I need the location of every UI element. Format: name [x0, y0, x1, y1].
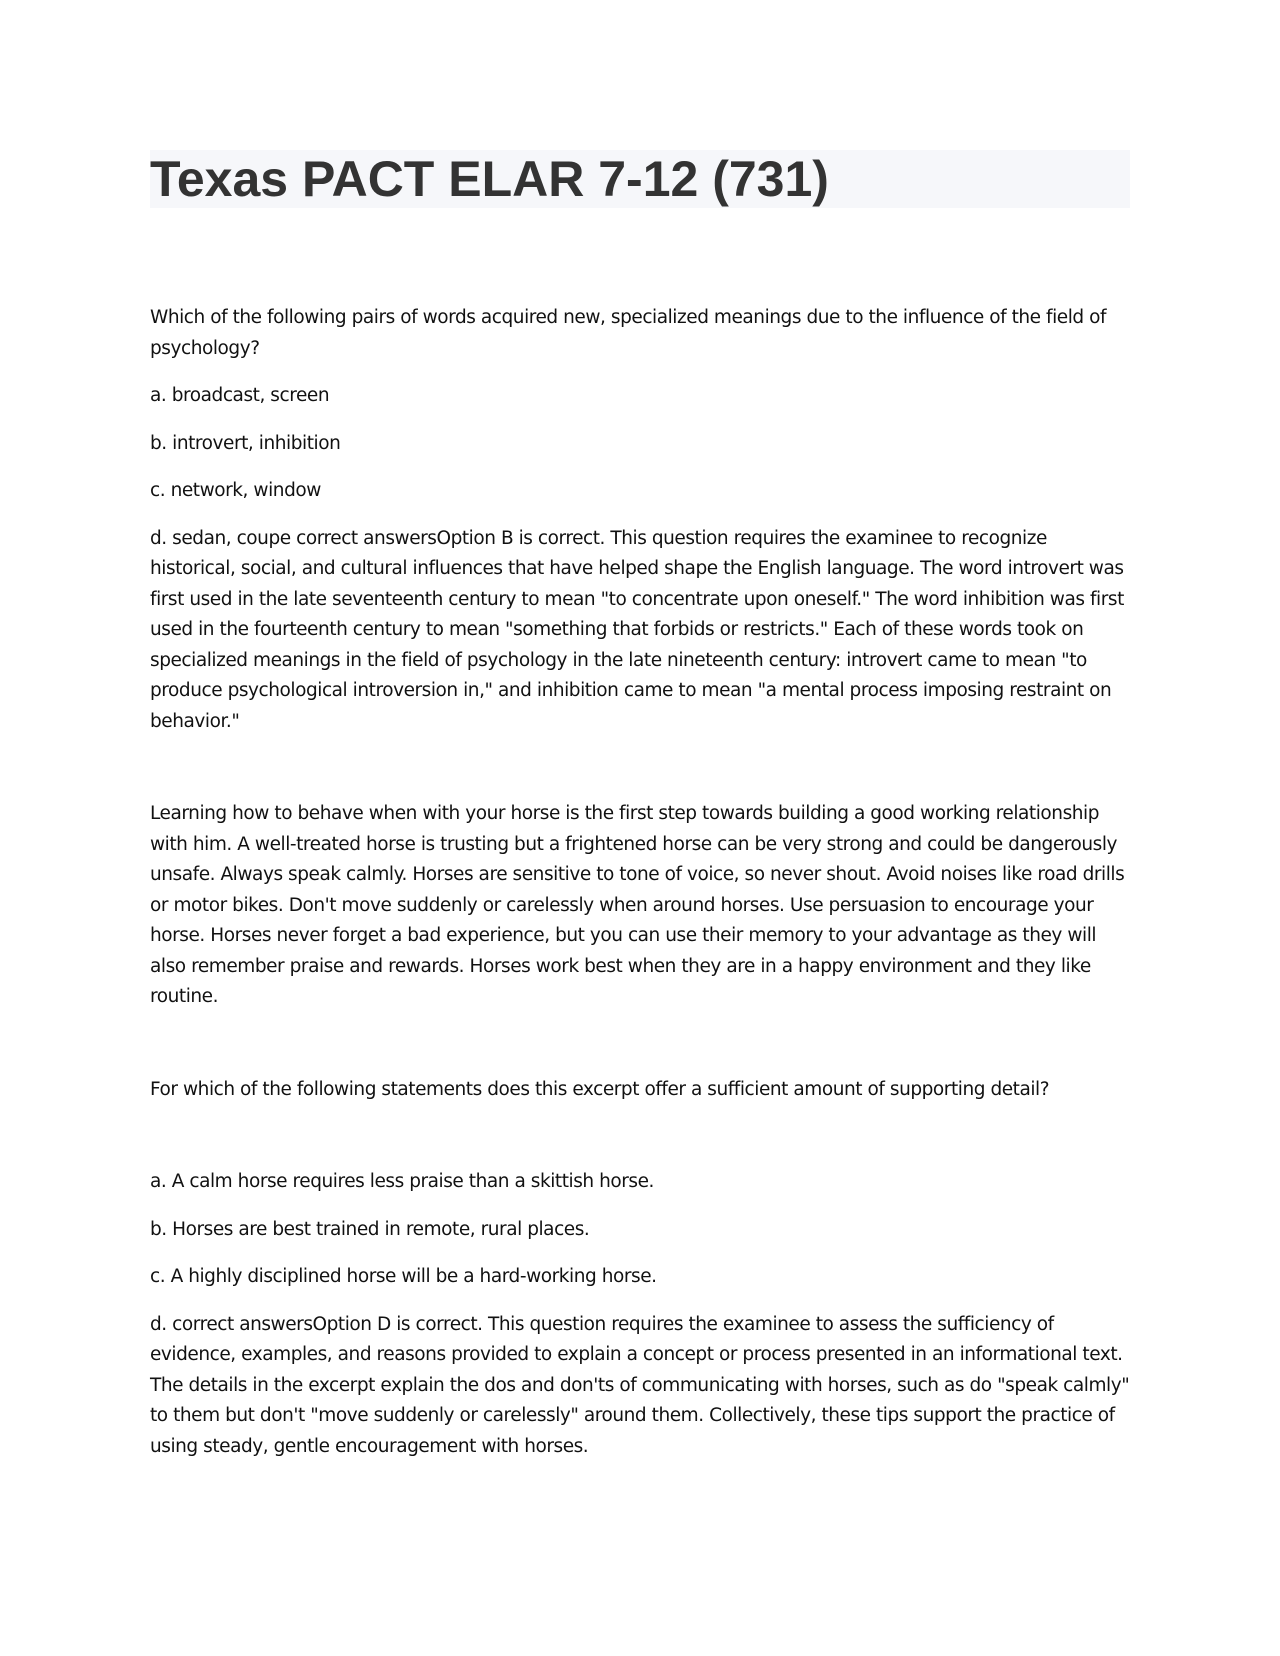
question-2-option-b: b. Horses are best trained in remote, rural places.: [150, 1218, 590, 1240]
question-1-option-c: c. network, window: [150, 480, 321, 501]
document-body: [150, 303, 1130, 1462]
question-1-prompt: Which of the following pairs of words acquired new, specialized meanings due to the influence of the field of psychology?: [150, 307, 1107, 359]
page-title: Texas PACT ELAR 7-12 (731): [150, 151, 829, 207]
question-2-prompt: For which of the following statements does this excerpt offer a sufficient amount of supporting detail?: [150, 1078, 1050, 1100]
question-1-option-a: a. broadcast, screen: [150, 385, 330, 406]
question-2-option-c: c. A highly disciplined horse will be a hard-working horse.: [150, 1266, 657, 1287]
question-2-passage: Learning how to behave when with your horse is the first step towards building a good working relationship with him. A well-treated horse is trusting but a frightened horse can be very strong and could be dangerously unsafe. Always speak calmly. Horses are sensitive to tone of voice, so never shout. Avoid noises like road drills or motor bikes. Don't move suddenly or carelessly when around horses. Use persuasion to encourage your horse. Horses never forget a bad experience, but you can use their memory to your advantage as they will also remember praise and rewards. Horses work best when they are in a happy environment and they like routine.: [150, 803, 1125, 1007]
question-2-option-a: a. A calm horse requires less praise than a skittish horse.: [150, 1171, 654, 1192]
question-1-answer: d. sedan, coupe correct answersOption B is correct. This question requires the examinee to recognize historical, social, and cultural influences that have helped shape the English language. The word introvert was first used in the late seventeenth century to mean "to concentrate upon oneself." The word inhibition was first used in the fourteenth century to mean "something that forbids or restricts." Each of these words took on specialized meanings in the field of psychology in the late nineteenth century: introvert came to mean "to produce psychological introversion in," and inhibition came to mean "a mental process imposing restraint on behavior.": [150, 527, 1124, 732]
question-1-option-b: b. introvert, inhibition: [150, 432, 341, 454]
question-2-answer: d. correct answersOption D is correct. This question requires the examinee to assess the sufficiency of evidence, examples, and reasons provided to explain a concept or process presented in an informational text. The details in the excerpt explain the dos and don'ts of communicating with horses, such as do "speak calmly" to them but don't "move suddenly or carelessly" around them. Collectively, these tips support the practice of using steady, gentle encouragement with horses.: [150, 1313, 1130, 1457]
